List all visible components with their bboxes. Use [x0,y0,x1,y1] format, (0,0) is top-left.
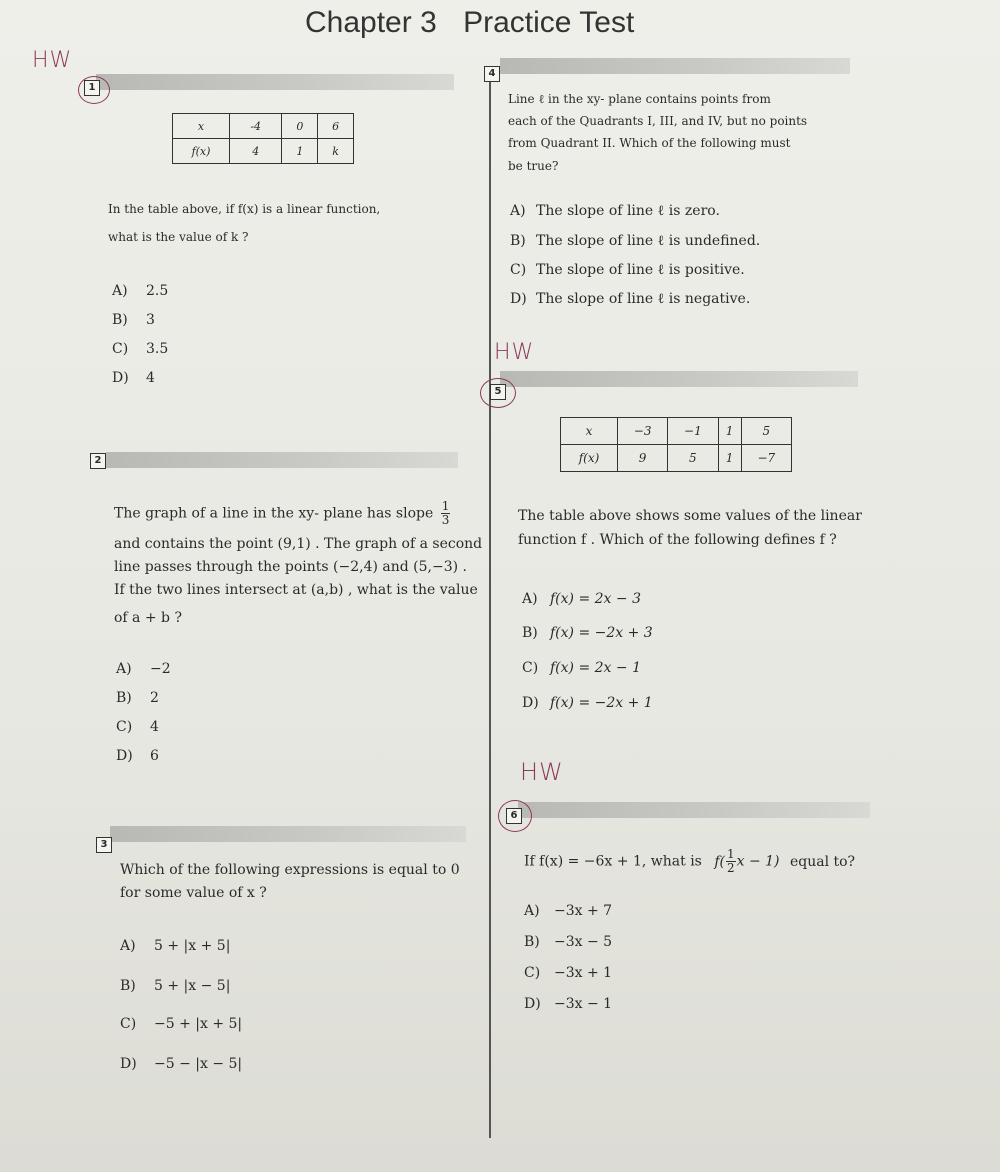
answer-choice: D) 4 [112,370,155,386]
table-cell: f(x) [561,445,618,472]
table-cell: −3 [618,418,668,445]
q2-question-line: of a + b ? [114,610,182,626]
answer-choice: A) The slope of line ℓ is zero. [510,203,720,219]
answer-choice: C) The slope of line ℓ is positive. [510,262,745,278]
question-bar [500,58,850,74]
handwritten-hw-note: HW [494,340,535,365]
answer-choice: B) 5 + |x − 5| [120,978,231,994]
answer-choice: B) The slope of line ℓ is undefined. [510,233,761,249]
table-cell: 1 [282,139,318,164]
table-cell: f(x) [173,139,230,164]
answer-choice: D) f(x) = −2x + 1 [522,695,653,711]
q2-question-line: The graph of a line in the xy- plane has slope $\frac{1}{3}$ [114,499,450,527]
question-bar [518,802,870,818]
answer-choice: A) f(x) = 2x − 3 [522,591,641,607]
answer-choice: C) −3x + 1 [524,965,613,981]
table-cell: 1 [718,418,741,445]
table-cell: 5 [741,418,791,445]
slope-fraction: $\frac{1}{3}$ [441,499,450,527]
question-bar [106,452,458,468]
answer-choice: C) f(x) = 2x − 1 [522,660,641,676]
answer-choice: D) 6 [116,748,159,764]
question-number: 4 [484,66,500,82]
answer-choice: B) −3x − 5 [524,934,613,950]
table-cell: −1 [668,418,718,445]
question-bar [500,371,858,387]
title-label: Practice Test [463,6,635,39]
question-number: 6 [506,808,522,824]
answer-choice: D) −5 − |x − 5| [120,1056,243,1072]
answer-choice: A) −3x + 7 [524,903,613,919]
q5-question-line: The table above shows some values of the linear [518,508,862,524]
q2-question-line: and contains the point (9,1) . The graph of a second [114,536,483,552]
q4-question-line: from Quadrant II. Which of the following must [508,136,791,150]
answer-choice: C) 4 [116,719,159,735]
question-number: 3 [96,837,112,853]
question-bar [110,826,466,842]
table-cell: 6 [318,114,354,139]
handwritten-hw-note: HW [32,48,73,73]
answer-choice: D) The slope of line ℓ is negative. [510,291,751,307]
answer-choice: A) −2 [116,661,171,677]
question-number: 5 [490,384,506,400]
q6-question-line: If f(x) = −6x + 1, what is f( $\frac{1}{2}$ x − 1) equal to? [524,847,856,875]
answer-choice: A) 5 + |x + 5| [120,938,231,954]
column-divider [489,78,491,1138]
question-bar [96,74,454,90]
answer-choice: B) f(x) = −2x + 3 [522,625,653,641]
q3-question-line: for some value of x ? [120,885,267,901]
table-cell: 9 [618,445,668,472]
table-cell: k [318,139,354,164]
q4-question-line: be true? [508,159,559,173]
table-cell: -4 [230,114,282,139]
q1-table [172,113,354,164]
page-title [305,6,634,40]
table-cell: x [173,114,230,139]
question-number: 2 [90,453,106,469]
table-cell: 4 [230,139,282,164]
question-number: 1 [84,80,100,96]
answer-choice: C) 3.5 [112,341,169,357]
table-cell: 1 [718,445,741,472]
q4-question-line: Line ℓ in the xy- plane contains points from [508,92,771,106]
q3-question-line: Which of the following expressions is equal to 0 [120,862,460,878]
q1-question-line: In the table above, if f(x) is a linear function, [108,202,381,216]
q1-question-line: what is the value of k ? [108,230,249,244]
q2-question-line: line passes through the points (−2,4) and (5,−3) . [114,559,468,575]
table-cell: −7 [741,445,791,472]
table-cell: x [561,418,618,445]
table-cell: 0 [282,114,318,139]
q5-question-line: function f . Which of the following defines f ? [518,532,837,548]
answer-choice: D) −3x − 1 [524,996,613,1012]
q6-fraction: $\frac{1}{2}$ [726,847,735,875]
q4-question-line: each of the Quadrants I, III, and IV, but no points [508,114,808,128]
answer-choice: C) −5 + |x + 5| [120,1016,243,1032]
q2-question-line: If the two lines intersect at (a,b) , what is the value [114,582,478,598]
answer-choice: B) 3 [112,312,155,328]
handwritten-hw-note: HW [520,758,564,786]
answer-choice: A) 2.5 [112,283,169,299]
q5-table [560,417,792,472]
chapter-label: Chapter 3 [305,6,437,39]
table-cell: 5 [668,445,718,472]
answer-choice: B) 2 [116,690,159,706]
